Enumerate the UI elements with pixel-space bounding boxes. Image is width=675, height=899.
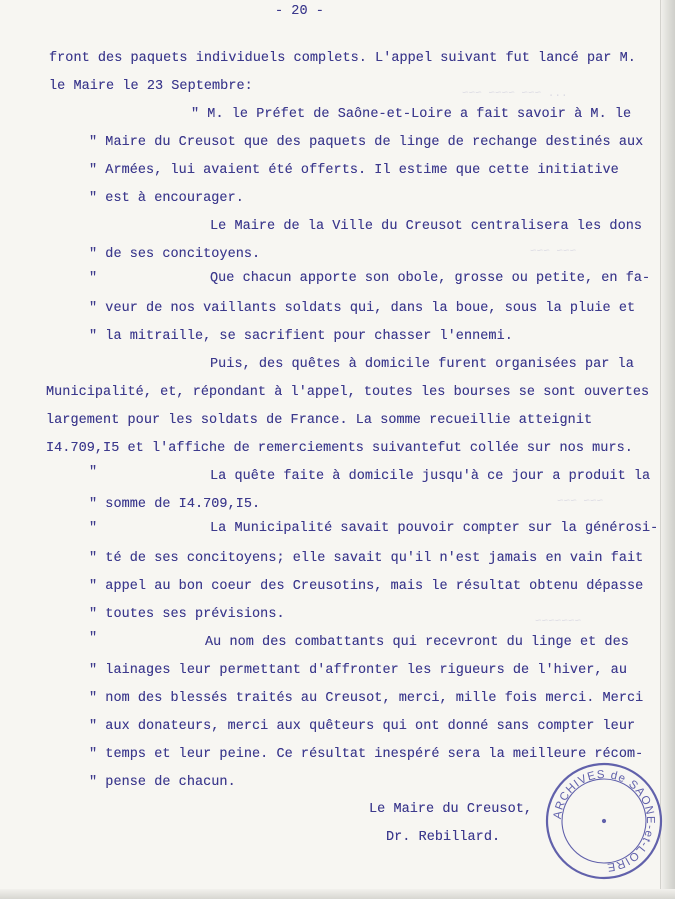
body-text-line: front des paquets individuels complets. L'appel suivant fut lancé par M. bbox=[49, 51, 636, 66]
body-text-line: " M. le Préfet de Saône-et-Loire a fait savoir à M. le bbox=[191, 107, 632, 122]
svg-text:ARCHIVES de SAONE-et-LOIRE: ARCHIVES de SAONE-et-LOIRE bbox=[551, 768, 657, 874]
body-text-line: largement pour les soldats de France. La somme recueillie atteignit bbox=[46, 413, 593, 428]
body-text-line: Que chacun apporte son obole, grosse ou petite, en fa- bbox=[210, 271, 651, 286]
body-text-line: Le Maire de la Ville du Creusot centralisera les dons bbox=[210, 219, 643, 234]
body-text-line: " bbox=[89, 631, 98, 646]
body-text-line: " Maire du Creusot que des paquets de linge de rechange destinés aux bbox=[89, 135, 644, 150]
body-text-line: " té de ses concitoyens; elle savait qu'il n'est jamais en vain fait bbox=[89, 551, 644, 566]
bleed-through-text: ... ~~~ ~~~~ ~~~ bbox=[462, 88, 568, 100]
body-text-line: " bbox=[89, 271, 98, 286]
bleed-through-text: ~~~ ~~~ bbox=[530, 246, 577, 258]
paper-bottom-edge bbox=[0, 889, 675, 899]
body-text-line: Puis, des quêtes à domicile furent organisées par la bbox=[210, 357, 634, 372]
body-text-line: " nom des blessés traités au Creusot, merci, mille fois merci. Merci bbox=[89, 691, 644, 706]
body-text-line: " temps et leur peine. Ce résultat inespéré sera la meilleure récom- bbox=[89, 747, 644, 762]
body-text-line: " la mitraille, se sacrifient pour chasser l'ennemi. bbox=[89, 329, 513, 344]
paper-right-edge bbox=[660, 0, 675, 899]
body-text-line: " bbox=[89, 465, 98, 480]
body-text-line: " toutes ses prévisions. bbox=[89, 607, 285, 622]
body-text-line: " bbox=[89, 521, 98, 536]
body-text-line: " aux donateurs, merci aux quêteurs qui ont donné sans compter leur bbox=[89, 719, 636, 734]
body-text-line: le Maire le 23 Septembre: bbox=[49, 79, 253, 94]
signature-name: Dr. Rebillard. bbox=[386, 830, 501, 845]
bleed-through-text: ~~~ ~~~ bbox=[557, 496, 604, 508]
body-text-line: La Municipalité savait pouvoir compter sur la générosi- bbox=[210, 521, 659, 536]
body-text-line: " de ses concitoyens. bbox=[89, 247, 261, 262]
body-text-line: " appel au bon coeur des Creusotins, mais le résultat obtenu dépasse bbox=[89, 579, 644, 594]
body-text-line: " pense de chacun. bbox=[89, 775, 236, 790]
body-text-line: " veur de nos vaillants soldats qui, dans la boue, sous la pluie et bbox=[89, 301, 636, 316]
body-text-line: I4.709,I5 et l'affiche de remerciements suivantefut collée sur nos murs. bbox=[46, 441, 633, 456]
body-text-line: Municipalité, et, répondant à l'appel, toutes les bourses se sont ouvertes bbox=[46, 385, 650, 400]
bleed-through-text: ~~~~~~~ bbox=[535, 616, 582, 628]
body-text-line: " lainages leur permettant d'affronter les rigueurs de l'hiver, au bbox=[89, 663, 627, 678]
page-number: - 20 - bbox=[275, 4, 324, 19]
body-text-line: La quête faite à domicile jusqu'à ce jour a produit la bbox=[210, 469, 651, 484]
signature-title: Le Maire du Creusot, bbox=[369, 802, 533, 817]
body-text-line: Au nom des combattants qui recevront du linge et des bbox=[205, 635, 629, 650]
body-text-line: " Armées, lui avaient été offerts. Il estime que cette initiative bbox=[89, 163, 619, 178]
body-text-line: " somme de I4.709,I5. bbox=[89, 497, 261, 512]
archives-stamp bbox=[538, 755, 670, 887]
body-text-line: " est à encourager. bbox=[89, 191, 244, 206]
